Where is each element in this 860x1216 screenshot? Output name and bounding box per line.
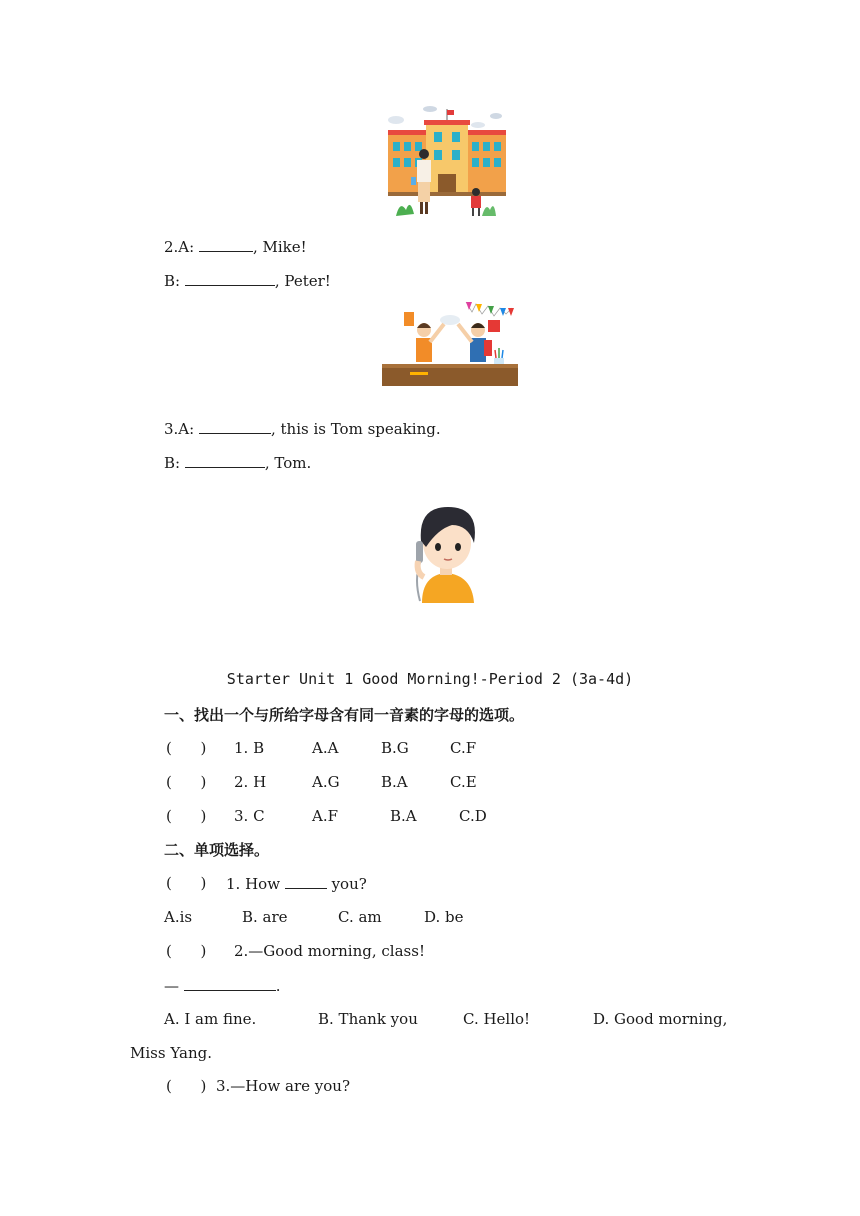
answer-paren[interactable]: ( ) — [166, 807, 207, 825]
option-a: A.F — [312, 807, 339, 825]
s2-q1-line — [226, 873, 367, 894]
q3-a-blank[interactable] — [199, 418, 271, 434]
s2-q1-option-c: C. am — [338, 908, 382, 926]
school-building-illustration — [384, 104, 510, 220]
option-c: C.F — [450, 739, 477, 757]
q3-b-blank[interactable] — [185, 452, 265, 468]
q3-b-suffix: , Tom. — [264, 454, 312, 472]
q2-line-b — [164, 270, 331, 291]
s2-q2-option-d-cont: Miss Yang. — [130, 1044, 213, 1062]
s2-q2-blank[interactable] — [184, 975, 276, 991]
section2-heading: 二、单项选择。 — [164, 841, 270, 859]
s2-q1-blank[interactable] — [285, 873, 327, 889]
s2-q1-text: 1. How — [226, 875, 281, 893]
option-b: B.A — [381, 773, 408, 791]
q2-line-a — [164, 236, 307, 257]
option-b: B.A — [390, 807, 417, 825]
q2-a-blank[interactable] — [199, 236, 253, 252]
s2-q2-option-c: C. Hello! — [463, 1010, 531, 1028]
option-c: C.D — [459, 807, 487, 825]
q2-a-suffix: , Mike! — [252, 238, 307, 256]
s2-q2-option-a: A. I am fine. — [164, 1010, 257, 1028]
s2-q2-reply-period: . — [275, 977, 281, 995]
q3-line-b — [164, 452, 311, 473]
q2-b-blank[interactable] — [185, 270, 275, 286]
unit-title: Starter Unit 1 Good Morning!-Period 2 (3a-4d) — [226, 670, 634, 688]
option-a: A.A — [312, 739, 339, 757]
s2-q3-text: 3.—How are you? — [216, 1077, 350, 1095]
answer-paren[interactable]: ( ) — [166, 739, 207, 757]
option-b: B.G — [381, 739, 409, 757]
q3-b-prefix: B: — [164, 454, 185, 472]
boy-on-phone-illustration — [408, 503, 484, 605]
s2-q2-reply — [164, 975, 281, 996]
s2-q2-reply-dash: — — [164, 977, 179, 995]
q3-line-a — [164, 418, 441, 439]
s2-q2-option-d: D. Good morning, — [593, 1010, 728, 1028]
s2-q1-option-b: B. are — [242, 908, 288, 926]
item-number: 2. H — [234, 773, 267, 791]
q2-a-prefix: 2.A: — [164, 238, 199, 256]
answer-paren[interactable]: ( ) — [166, 773, 207, 791]
s2-q2-option-b: B. Thank you — [318, 1010, 418, 1028]
s2-q1-paren[interactable]: ( ) — [166, 874, 207, 892]
item-number: 1. B — [234, 739, 265, 757]
item-number: 3. C — [234, 807, 265, 825]
q2-b-suffix: , Peter! — [274, 272, 331, 290]
high-five-boys-illustration — [380, 298, 520, 388]
s2-q1-option-a: A.is — [164, 908, 193, 926]
s2-q1-suffix: you? — [326, 875, 367, 893]
s2-q2-paren[interactable]: ( ) — [166, 942, 207, 960]
q2-b-prefix: B: — [164, 272, 185, 290]
q3-a-prefix: 3.A: — [164, 420, 199, 438]
s2-q2-text: 2.—Good morning, class! — [234, 942, 425, 960]
q3-a-suffix: , this is Tom speaking. — [270, 420, 441, 438]
s2-q1-option-d: D. be — [424, 908, 464, 926]
option-a: A.G — [312, 773, 340, 791]
section1-heading: 一、找出一个与所给字母含有同一音素的字母的选项。 — [164, 706, 525, 724]
option-c: C.E — [450, 773, 477, 791]
s2-q3-paren[interactable]: ( ) — [166, 1077, 207, 1095]
